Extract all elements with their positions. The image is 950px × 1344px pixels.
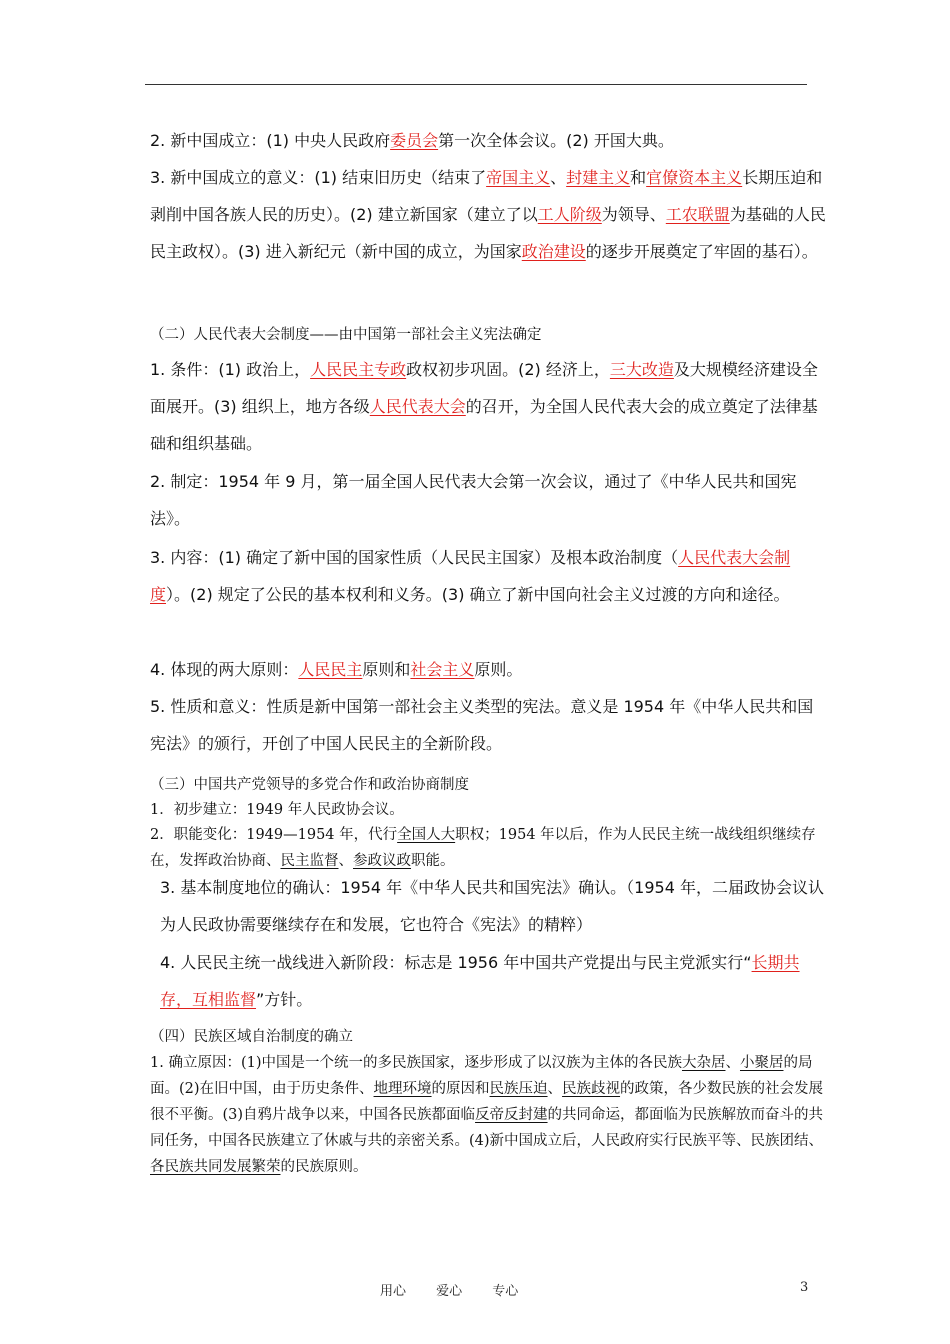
s4-para-1 [150,1050,828,1180]
s2-para-2: 2. 制定：1954 年 9 月，第一届全国人民代表大会第一次会议，通过了《中华人民共和国宪法》。 [150,472,797,528]
keyword-red: 三大改造 [609,360,674,379]
text: 2．职能变化：1949—1954 年，代行 [150,827,398,843]
keyword-underlined: 参政议政 [353,853,411,869]
text: 政权初步巩固。(2) 经济上， [406,360,610,379]
text: 3. 新中国成立的意义：(1) 结束旧历史（结束了 [150,168,487,187]
keyword-underlined: 反帝反封建 [475,1107,548,1123]
text: 4. 人民民主统一战线进入新阶段：标志是 1956 年中国共产党提出与民主党派实行“ [160,953,752,972]
keyword-red: 工人阶级 [537,205,602,224]
text: 的逐步开展奠定了牢固的基石）。 [585,242,818,261]
section-2-heading: （二）人民代表大会制度——由中国第一部社会主义宪法确定 [150,327,542,343]
keyword-underlined: 大杂居 [681,1055,726,1071]
keyword-underlined: 小聚居 [739,1055,784,1071]
keyword-red: 政治建设 [521,242,586,261]
s2-para-5: 5. 性质和意义：性质是新中国第一部社会主义类型的宪法。意义是 1954 年《中华人民共和国宪法》的颁行，开创了中国人民民主的全新阶段。 [150,697,814,753]
text: 、 [725,1055,740,1071]
keyword-red: 人民代表大会制度 [150,548,791,604]
text: 、 [547,1081,563,1097]
text: 3. 内容：(1) 确定了新中国的国家性质（人民民主国家）及根本政治制度（ [150,548,679,567]
text: 、 [338,853,353,869]
text: 的民族原则。 [280,1159,368,1175]
keyword-red: 人民民主 [298,660,363,679]
keyword-underlined: 民族歧视 [562,1081,621,1097]
text: 、 [550,168,567,187]
keyword-red: 帝国主义 [486,168,551,187]
text: 及大规模经济建设全面展开。(3) 组织上，地方各级 [150,360,818,416]
s1-para-2 [150,122,828,159]
text: 的政策，各少数民族的社会发展很不平衡。(3)自鸦片战争以来，中国各民族都面临 [150,1081,824,1123]
s3-para-1: 1．初步建立：1949 年人民政协会议。 [150,802,404,818]
text: 职能。 [411,853,455,869]
text: 的局面。(2)在旧中国，由于历史条件、 [150,1055,813,1097]
section-4-heading: （四）民族区域自治制度的确立 [150,1029,353,1045]
text: ”方针。 [256,990,313,1009]
text: 为领导、 [601,205,666,224]
keyword-underlined: 各民族共同发展繁荣 [150,1159,281,1175]
keyword-underlined: 全国人大 [397,827,456,843]
text: 1. 条件：(1) 政治上， [150,360,311,379]
text: 和 [630,168,647,187]
s3-para-2 [150,822,828,874]
keyword-red: 人民代表大会 [369,397,466,416]
text: 第一次全体会议。(2) 开国大典。 [438,131,674,150]
s2-para-1 [150,351,828,462]
section-3-heading: （三）中国共产党领导的多党合作和政治协商制度 [150,777,469,793]
header-rule [145,84,807,85]
s2-para-3 [150,539,828,613]
keyword-red: 社会主义 [410,660,475,679]
text: 为基础的人民民主政权）。(3) 进入新纪元（新中国的成立，为国家 [150,205,826,261]
keyword-underlined: 地理环境 [373,1081,432,1097]
s3-para-4 [160,944,828,1018]
keyword-red: 人民民主专政 [310,360,407,379]
text: 原则和 [362,660,411,679]
text: ）。(2) 规定了公民的基本权利和义务。(3) 确立了新中国向社会主义过渡的方向和途径。 [166,585,790,604]
text: 长期压迫和剥削中国各族人民的历史）。(2) 建立新国家（建立了以 [150,168,823,224]
text: 的共同命运，都面临为民族解放而奋斗的共同任务，中国各民族建立了休戚与共的亲密关系。(4)新中国成立后，人民政府实行民族平等、民族团结、 [150,1107,824,1149]
text: 4. 体现的两大原则： [150,660,299,679]
s2-para-4 [150,651,828,688]
s1-para-3 [150,159,828,270]
text: 职权；1954 年以后，作为人民民主统一战线组织继续存在，发挥政治协商、 [150,827,816,869]
footer-motto: 用心 爱心 专心 [380,1284,519,1299]
keyword-red: 委员会 [390,131,439,150]
text: 2. 新中国成立：(1) 中央人民政府 [150,131,391,150]
keyword-underlined: 民主监督 [280,853,339,869]
text: 的原因和 [431,1081,490,1097]
keyword-red: 长期共存，互相监督 [160,953,800,1009]
keyword-underlined: 民族压迫 [489,1081,548,1097]
text: 1. 确立原因：(1)中国是一个统一的多民族国家，逐步形成了以汉族为主体的各民族 [150,1055,682,1071]
keyword-red: 封建主义 [566,168,631,187]
text: 原则。 [474,660,523,679]
keyword-red: 官僚资本主义 [646,168,743,187]
s3-para-3: 3. 基本制度地位的确认：1954 年《中华人民共和国宪法》确认。（1954 年，二届政协会议认为人民政协需要继续存在和发展，它也符合《宪法》的精粹） [160,878,824,934]
page-number: 3 [800,1280,809,1295]
text: 的召开，为全国人民代表大会的成立奠定了法律基础和组织基础。 [150,397,818,453]
keyword-red: 工农联盟 [665,205,730,224]
